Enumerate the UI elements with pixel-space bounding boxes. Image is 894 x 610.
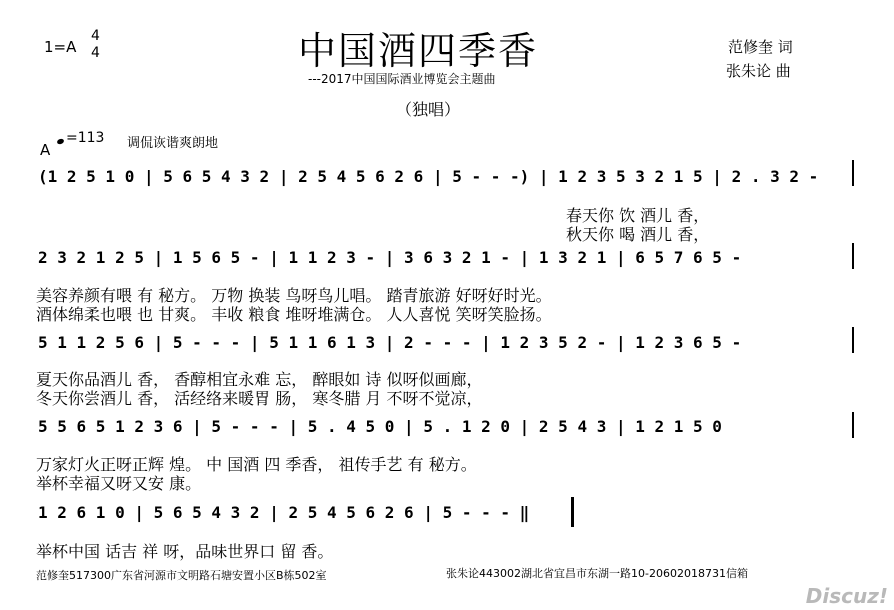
lyric-row-2-line-2: 酒体绵柔也喂 也 甘爽。 丰收 粮食 堆呀堆满仓。 人人喜悦 笑呀笑脸扬。 xyxy=(36,305,552,324)
watermark-logo: Discuz! xyxy=(805,584,888,608)
performance-label: （独唱） xyxy=(396,100,461,119)
lyricist-credit: 范修奎 词 xyxy=(728,38,793,56)
notation-row-5: 1 2 6 1 0 | 5 6 5 4 3 2 | 2 5 4 5 6 2 6 | 5 - - - ‖ xyxy=(38,503,530,522)
barline xyxy=(852,243,854,269)
subtitle: ---2017中国国际酒业博览会主题曲 xyxy=(308,72,496,86)
section-marker: A xyxy=(40,141,51,159)
lyric-row-1-line-2: 秋天你 喝 酒儿 香， xyxy=(566,225,710,244)
tempo-marking xyxy=(57,130,104,146)
lyric-row-1-line-1: 春天你 饮 酒儿 香， xyxy=(566,206,710,225)
page-title: 中国酒四季香 xyxy=(298,29,539,73)
barline xyxy=(852,412,854,438)
barline xyxy=(852,327,854,353)
key-signature: 1=A xyxy=(44,38,77,56)
lyric-row-3-line-1: 夏天你品酒儿 香， 香醇相宜永难 忘， 醉眼如 诗 似呀似画廊， xyxy=(36,370,483,389)
footer-address-left: 范修奎517300广东省河源市文明路石塘安置小区B栋502室 xyxy=(36,569,327,582)
lyric-row-4-line-2: 举杯幸福又呀又安 康。 xyxy=(36,474,202,493)
lyric-row-5-line-1: 举杯中国 话吉 祥 呀，品味世界口 留 香。 xyxy=(36,542,334,561)
final-barline xyxy=(571,497,574,527)
lyric-row-4-line-1: 万家灯火正呀正辉 煌。 中 国酒 四 季香， 祖传手艺 有 秘方。 xyxy=(36,455,477,474)
notation-row-4: 5 5 6 5 1 2 3 6 | 5 - - - | 5 . 4 5 0 | 5 . 1 2 0 | 2 5 4 3 | 1 2 1 5 0 xyxy=(38,417,722,436)
expression-marking: 调侃诙谐爽朗地 xyxy=(127,136,219,151)
time-signature-bottom: 4 xyxy=(91,45,100,61)
notation-row-1: (1 2 5 1 0 | 5 6 5 4 3 2 | 2 5 4 5 6 2 6 | 5 - - -) | 1 2 3 5 3 2 1 5 | 2 . 3 2 - xyxy=(38,167,819,186)
composer-credit: 张朱论 曲 xyxy=(726,62,791,80)
footer-address-right: 张朱论443002湖北省宜昌市东湖一路10-20602018731信箱 xyxy=(446,567,748,580)
quarter-note-icon xyxy=(56,138,64,145)
time-signature-top: 4 xyxy=(91,28,100,44)
notation-row-2: 2 3 2 1 2 5 | 1 5 6 5 - | 1 1 2 3 - | 3 6 3 2 1 - | 1 3 2 1 | 6 5 7 6 5 - xyxy=(38,248,742,267)
time-signature xyxy=(91,28,100,62)
barline xyxy=(852,160,854,186)
lyric-row-3-line-2: 冬天你尝酒儿 香， 活经络来暖胃 肠， 寒冬腊 月 不呀不觉凉， xyxy=(36,389,483,408)
tempo-value: =113 xyxy=(66,130,105,146)
notation-row-3: 5 1 1 2 5 6 | 5 - - - | 5 1 1 6 1 3 | 2 - - - | 1 2 3 5 2 - | 1 2 3 6 5 - xyxy=(38,333,742,352)
lyric-row-2-line-1: 美容养颜有喂 有 秘方。 万物 换装 鸟呀鸟儿唱。 踏青旅游 好呀好时光。 xyxy=(36,286,552,305)
